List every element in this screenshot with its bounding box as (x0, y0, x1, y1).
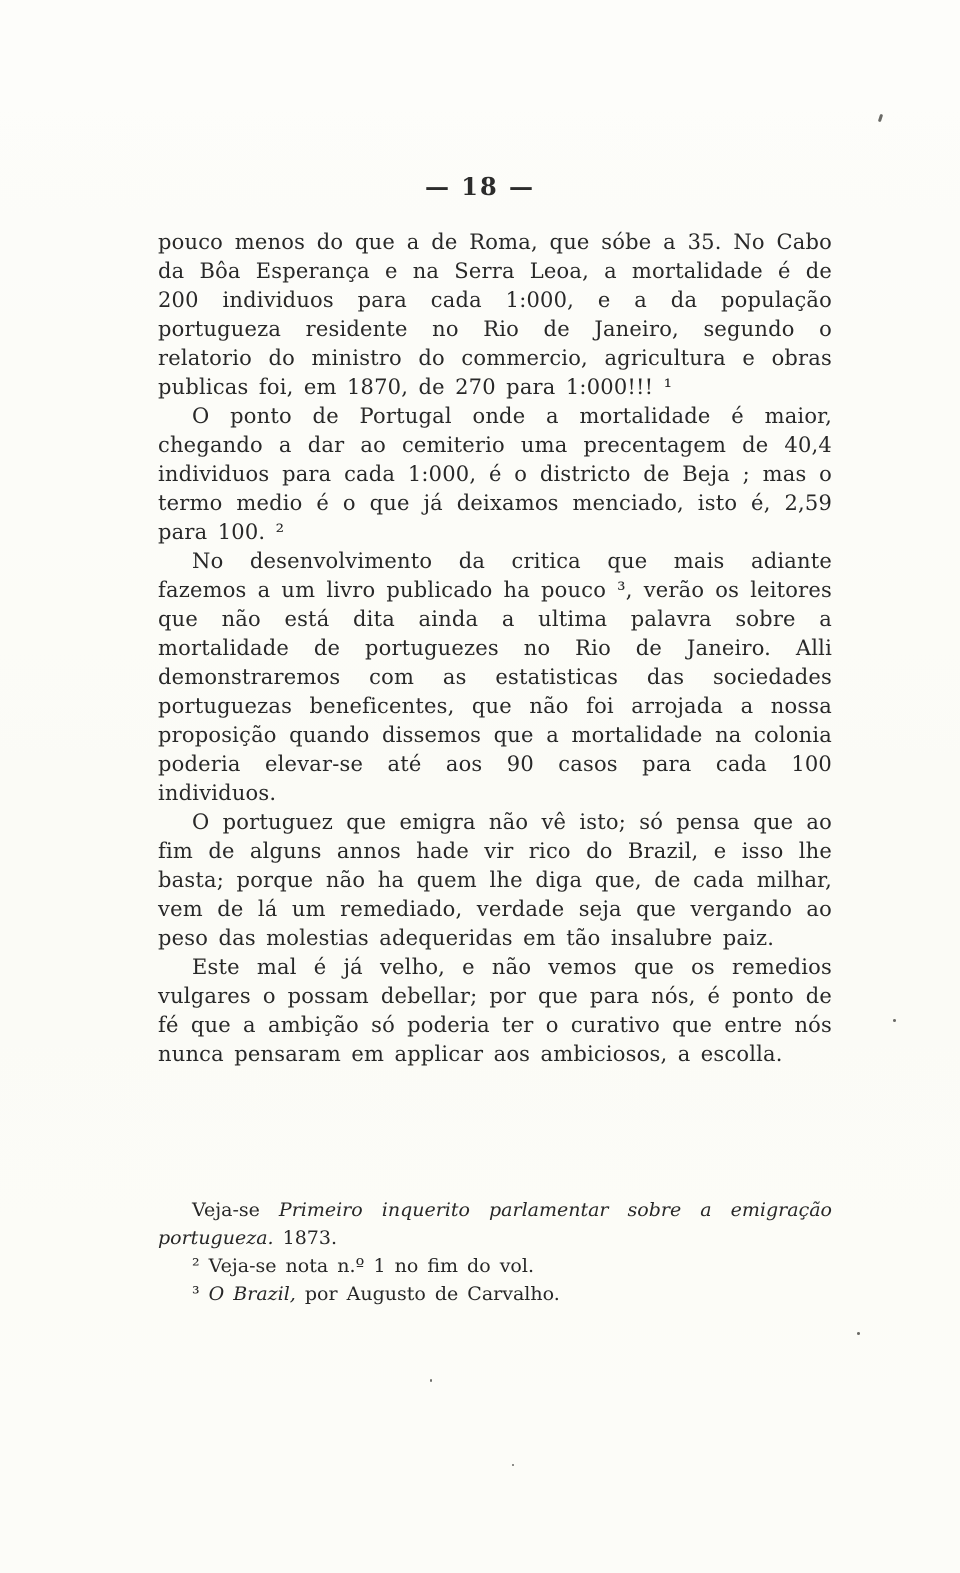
page-number: — 18 — (424, 172, 536, 201)
footnote-2 (158, 1252, 832, 1280)
footnote-text: 1873. (273, 1227, 338, 1249)
paragraph: O portuguez que emigra não vê isto; só pensa que ao fim de alguns annos hade vir rico do Brazil, e isso lhe basta; porque não ha quem lhe diga que, de cada milhar, vem de lá um remediado, verdade seja que vergando ao peso das molestias adequeridas em tão insalubre paiz. (158, 810, 832, 950)
paragraph: O ponto de Portugal onde a mortalidade é maior, chegando a dar ao cemiterio uma precentagem de 40,4 individuos para cada 1:000, é o districto de Beja ; mas o termo medio é o que já deixamos menciado, isto é, 2,59 para 100. ² (158, 404, 832, 544)
scan-artifact (430, 1379, 432, 1382)
body-text (158, 228, 832, 1069)
scan-artifact (893, 1019, 896, 1022)
footnote-italic-title: O Brazil, (208, 1283, 296, 1305)
paragraph: pouco menos do que a de Roma, que sóbe a 35. No Cabo da Bôa Esperança e na Serra Leoa, a mortalidade é de 200 individuos para cada 1:000, e a da população portugueza residente no Rio de Janeiro, segundo o relatorio do ministro do commercio, agricultura e obras publicas foi, em 1870, de 270 para 1:000!!! ¹ (158, 230, 832, 399)
scan-artifact (512, 1464, 514, 1466)
footnote-text: por Augusto de Carvalho. (295, 1283, 560, 1305)
paragraph: No desenvolvimento da critica que mais adiante fazemos a um livro publicado ha pouco ³, verão os leitores que não está dita ainda a ultima palavra sobre a mortalidade de portuguezes no Rio de Janeiro. Alli demonstraremos com as estatisticas das sociedades portuguezas beneficentes, que não foi arrojada a nossa proposição quando dissemos que a mortalidade na colonia poderia elevar-se até aos 90 casos para cada 100 individuos. (158, 549, 832, 805)
footnote-1 (158, 1196, 832, 1252)
footnotes (158, 1196, 832, 1308)
paragraph: Este mal é já velho, e não vemos que os remedios vulgares o possam debellar; por que para nós, é ponto de fé que a ambição só poderia ter o curativo que entre nós nunca pensaram em applicar aos ambiciosos, a escolla. (158, 955, 832, 1066)
footnote-italic-title: Primeiro inquerito parlamentar sobre a emigração portugueza. (158, 1199, 832, 1249)
footnote-text: ² Veja-se nota n.º 1 no fim do vol. (192, 1255, 534, 1277)
scan-artifact (878, 114, 883, 123)
footnote-text: Veja-se (192, 1199, 279, 1221)
footnote-3 (158, 1280, 832, 1308)
footnote-marker: ³ (192, 1283, 209, 1305)
scan-artifact (857, 1332, 860, 1335)
